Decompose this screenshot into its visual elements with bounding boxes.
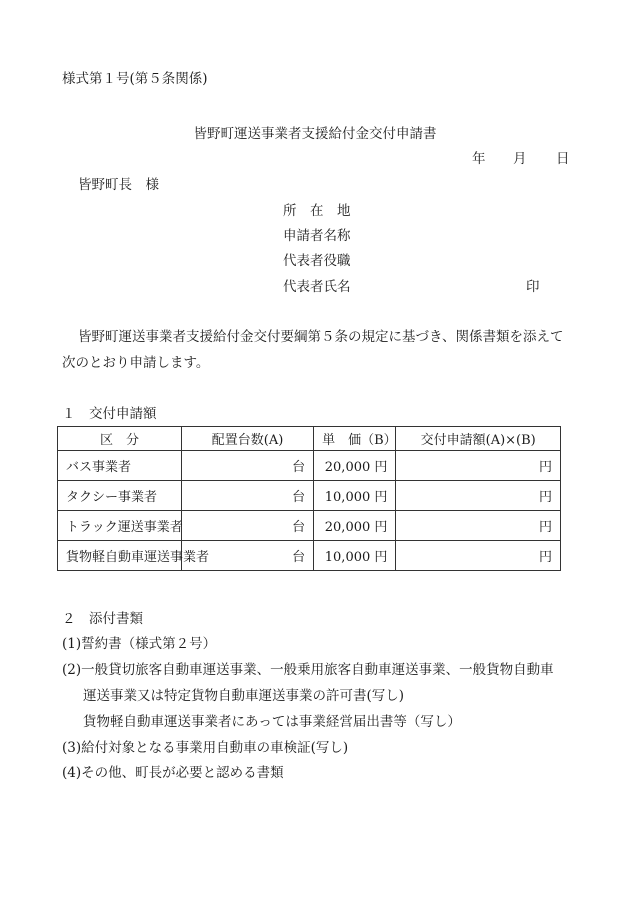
date-year: 年 (472, 151, 486, 167)
row-unit-price: 20,000 円 (314, 511, 396, 541)
intro-line-2: 次のとおり申請します。 (62, 355, 210, 371)
column-header-price: 単 価（B） (314, 427, 396, 451)
row-category: 貨物軽自動車運送事業者 (58, 541, 182, 571)
attachment-item-2: (2)一般貸切旅客自動車運送事業、一般乗用旅客自動車運送事業、一般貨物自動車 (62, 662, 554, 678)
grant-amount-table (57, 426, 561, 571)
row-unit-price: 10,000 円 (314, 481, 396, 511)
row-unit-price: 10,000 円 (314, 541, 396, 571)
row-count-field[interactable]: 台 (182, 481, 314, 511)
attachment-item-3: (3)給付対象となる事業用自動車の車検証(写し) (62, 740, 349, 756)
applicant-representative-label: 代表者氏名 (283, 279, 351, 295)
row-unit-price: 20,000 円 (314, 451, 396, 481)
applicant-position-label: 代表者役職 (283, 253, 351, 269)
table-row (58, 451, 561, 481)
date-month: 月 (513, 151, 527, 167)
table-row (58, 541, 561, 571)
table-row (58, 511, 561, 541)
row-category: タクシー事業者 (58, 481, 182, 511)
table-header-row (58, 427, 561, 451)
intro-line-1: 皆野町運送事業者支援給付金交付要綱第５条の規定に基づき、関係書類を添えて (78, 329, 564, 345)
seal-mark: 印 (526, 279, 540, 295)
applicant-name-label: 申請者名称 (283, 228, 351, 244)
document-title: 皆野町運送事業者支援給付金交付申請書 (193, 126, 437, 142)
table-row (58, 481, 561, 511)
column-header-total: 交付申請額(A)×(B) (396, 427, 561, 451)
column-header-count: 配置台数(A) (182, 427, 314, 451)
row-category: トラック運送事業者 (58, 511, 182, 541)
date-day: 日 (556, 151, 570, 167)
section2-heading: ２ 添付書類 (62, 611, 143, 627)
row-count-field[interactable]: 台 (182, 451, 314, 481)
row-total-field[interactable]: 円 (396, 541, 561, 571)
attachment-item-1: (1)誓約書（様式第２号） (62, 636, 217, 652)
addressee: 皆野町長 様 (78, 177, 159, 193)
attachment-item-4: (4)その他、町長が必要と認める書類 (62, 765, 284, 781)
form-number: 様式第１号(第５条関係) (62, 71, 208, 87)
row-count-field[interactable]: 台 (182, 511, 314, 541)
row-total-field[interactable]: 円 (396, 511, 561, 541)
row-count-field[interactable]: 台 (182, 541, 314, 571)
row-total-field[interactable]: 円 (396, 481, 561, 511)
attachment-item-2-note: 貨物軽自動車運送事業者にあっては事業経営届出書等（写し） (83, 714, 461, 730)
row-category: バス事業者 (58, 451, 182, 481)
section1-heading: １ 交付申請額 (62, 406, 157, 422)
column-header-category: 区 分 (58, 427, 182, 451)
attachment-item-2-continued: 運送事業又は特定貨物自動車運送事業の許可書(写し) (83, 688, 405, 704)
row-total-field[interactable]: 円 (396, 451, 561, 481)
applicant-address-label: 所 在 地 (283, 203, 351, 219)
